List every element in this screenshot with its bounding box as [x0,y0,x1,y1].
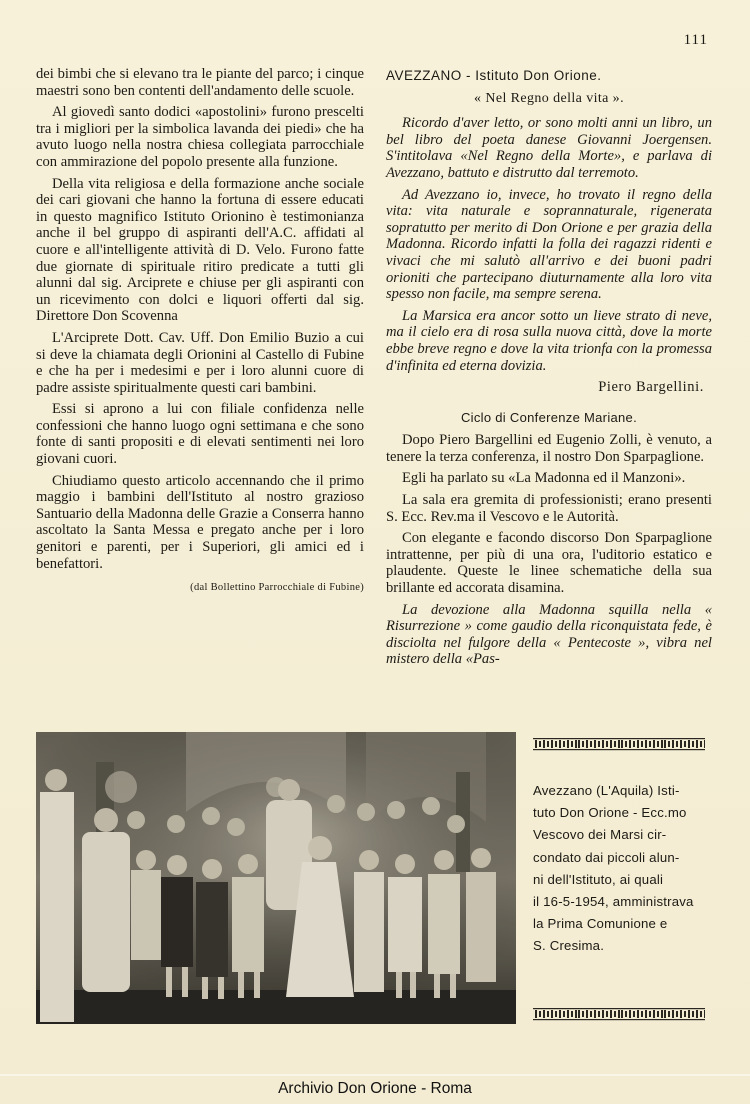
photo-illustration [36,732,516,1024]
source-credit: (dal Bollettino Parrocchiale di Fubine) [190,582,364,594]
right-paragraph: Dopo Piero Bargellini ed Eugenio Zolli, è venuto, a tenere la terza conferenza, il nostro Don Sparpaglione. [386,432,712,465]
group-photo [36,732,516,1024]
left-paragraph: Al giovedì santo dodici «apostolini» furono prescelti tra i migliori per la simbolica lavanda dei piedi» che ha avuto luogo nella nostra chiesa collegiata parrocchiale con ammirazione del popolo presente alla funzione. [36,104,364,170]
left-paragraph: Essi si aprono a lui con filiale confidenza nelle confessioni che hanno luogo ogni settimana e che sono fonte di santi propositi e di elevati sentimenti nei loro giovani cuori. [36,401,364,468]
caption-line: S. Cresima. [533,938,605,954]
left-paragraph: dei bimbi che si elevano tra le piante del parco; i cinque maestri sono ben contenti dell'andamento delle scuole. [36,66,364,99]
decorative-ornament [533,1004,705,1024]
author-signature: Piero Bargellini. [598,379,704,396]
left-paragraph: L'Arciprete Dott. Cav. Uff. Don Emilio Buzio a cui si deve la chiamata degli Orionini al Castello di Fubine e che ha per i medesimi e per i loro alunni cuore di padre assiste spiritualmente questi cari bambini. [36,329,364,396]
article-subheading: « Nel Regno della vita ». [474,90,624,106]
right-paragraph: Egli ha parlato su «La Madonna ed il Manzoni». [402,470,686,487]
footer-divider [0,1074,750,1076]
italic-paragraph: Ad Avezzano io, invece, ho trovato il regno della vita: vita naturale e soprannaturale, rigenerata sopratutto per merito di Don Orione e per grazia della Madonna. Ricordo infatti la folla dei ragazzi ridenti e vivaci che mi salutò all'arrivo e dei buoni padri orioniti che partecipano diuturnamente alla loro vita spesso non facile, ma sempre serena. [386,186,712,303]
right-paragraph: La sala era gremita di professionisti; erano presenti S. Ecc. Rev.ma il Vescovo e le Autorità. [386,492,712,525]
italic-paragraph: La Marsica era ancor sotto un lieve strato di neve, ma il cielo era di rosa sulla nuova città, dove la morte ebbe breve regno e dove la vita trionfa con la promessa d'infinita ed eterna dovizia. [386,307,712,374]
decorative-ornament [533,734,705,754]
caption-line: tuto Don Orione - Ecc.mo [533,805,687,821]
caption-line: Avezzano (L'Aquila) Isti- [533,783,680,798]
photo-caption [533,780,711,958]
closing-italic-paragraph: La devozione alla Madonna squilla nella « Risurrezione » come gaudio della riconquistata fede, è disciolta nel fulgore della « Pentecoste », vibra nel mistero della «Pas- [386,601,712,668]
page-number: 111 [683,32,708,48]
caption-line: la Prima Comunione e [533,916,668,932]
caption-line: Vescovo dei Marsi cir- [533,827,667,843]
right-paragraph: Con elegante e facondo discorso Don Sparpaglione intrattenne, per più di una ora, l'uditorio estatico e plaudente. Queste le linee schematiche della sua brillante ed accorata disamina. [386,530,712,597]
right-column [386,66,712,673]
caption-line: ni dell'Istituto, ai quali [533,871,664,887]
caption-line: il 16-5-1954, amministrava [533,894,694,910]
left-paragraph: Della vita religiosa e della formazione anche sociale dei cari giovani che hanno la fortuna di essere educati in questo magnifico Istituto Orionino è testimonianza anche il bel gruppo di aspiranti dell'A.C. affidati al cuore e all'intelligente attività di D. Velo. Furono fatte due giornate di spirituale ritiro predicate a tutti gli alunni dal sig. Arciprete e chiuse per gli aspiranti con un ricevimento con dolci e liquori offerti dal sig. Direttore Don Scovenna [36,175,364,325]
left-column [36,66,364,597]
left-paragraph: Chiudiamo questo articolo accennando che il primo maggio i bambini dell'Istituto al nostro grazioso Santuario della Madonna delle Grazie a Conserra hanno ascoltato la Santa Messa e pregato anche per i loro genitori e parenti, per i Superiori, gli amici ed i benefattori. [36,472,364,572]
section-title: Ciclo di Conferenze Mariane. [460,409,638,425]
archive-footer: Archivio Don Orione - Roma [278,1080,472,1097]
caption-line: condato dai piccoli alun- [533,849,680,865]
article-heading: AVEZZANO - Istituto Don Orione. [386,68,602,83]
italic-paragraph: Ricordo d'aver letto, or sono molti anni un libro, un bel libro del poeta danese Giovanni Joergensen. S'intitolava «Nel Regno della Morte», e parlava di Avezzano, battuto e distrutto dal terremoto. [386,115,712,181]
